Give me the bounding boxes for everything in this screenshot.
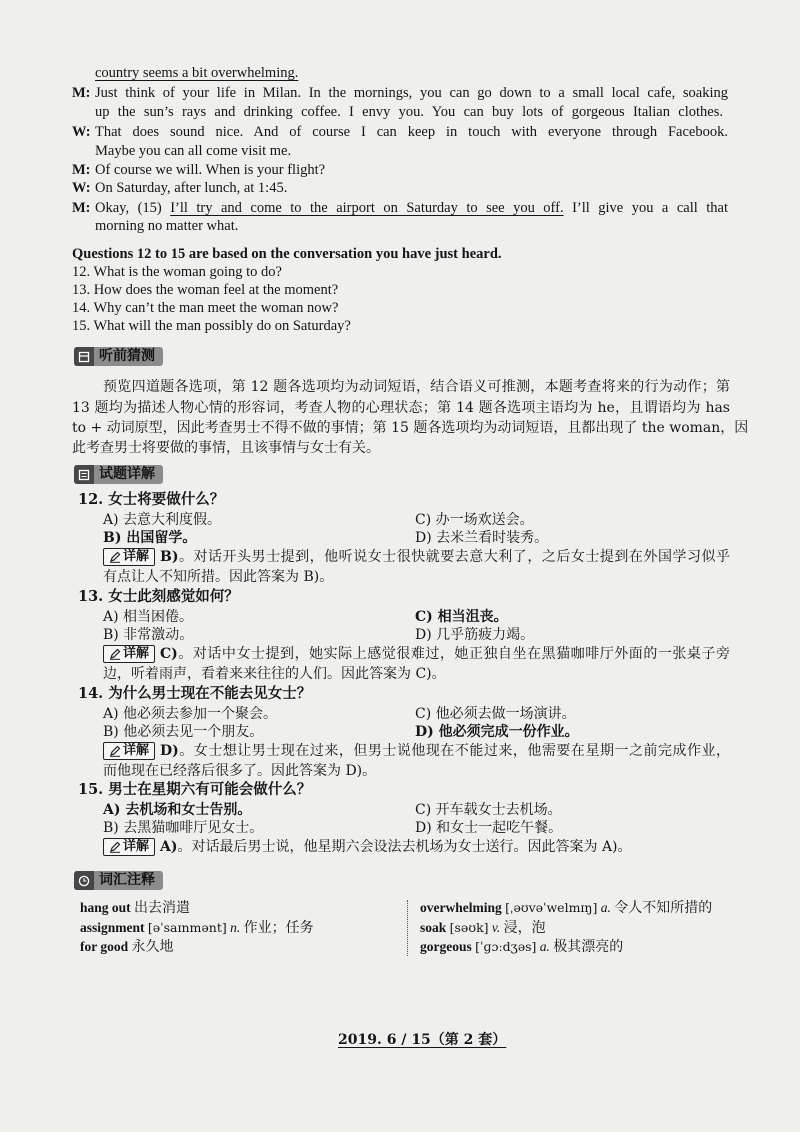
option-a: A) 相当困倦。 [103,609,194,625]
vocab-entry [80,899,190,917]
option-b: B) 非常激动。 [103,627,194,643]
option-c: C) 开车载女士去机场。 [415,802,562,818]
option-a: A) 去意大利度假。 [103,512,222,528]
questions-intro: Questions 12 to 15 are based on the conversation you have just heard. [72,246,502,262]
detail-line [160,742,730,760]
dialogue-line: Maybe you can all come visit me. [95,143,292,159]
detail-label-box [103,838,155,856]
vocab-pos: a. [600,900,611,915]
detail-line [160,838,632,856]
vocab-definition: 作业；任务 [243,920,314,936]
section-header-vocab [74,871,163,890]
option-d: D) 几乎筋疲力竭。 [415,627,535,643]
detail-answer: B) [160,549,179,565]
pencil-icon [109,648,121,660]
option-a: A) 去机场和女士告别。 [103,802,252,818]
explain-question-title: 14. 为什么男士现在不能去见女士？ [78,685,312,702]
vocab-column-divider [407,900,408,956]
vocab-definition: 浸，泡 [503,920,546,936]
dialogue-text: Okay, (15) [95,200,171,216]
vocab-term: soak [420,920,447,935]
detail-text: 。对话最后男士说，他星期六会设法去机场为女士送行。因此答案为 A)。 [177,839,632,855]
explain-question-title: 15. 男士在星期六有可能会做什么？ [78,781,312,798]
dialogue-line: country seems a bit overwhelming. [95,65,299,81]
vocab-definition: 令人不知所措的 [614,900,713,916]
vocab-definition: 出去消遣 [134,900,191,916]
speaker-label: M: [72,200,91,216]
dialogue-line: Of course we will. When is your flight? [95,162,326,178]
option-d: D) 他必须完成一份作业。 [415,724,579,740]
notebook-icon [74,347,94,366]
option-d: D) 去米兰看时装秀。 [415,530,549,546]
vocab-entry [420,938,623,956]
vocab-pos: v. [491,920,501,935]
explain-question-title: 12. 女士将要做什么？ [78,491,225,508]
dialogue-line [95,199,728,217]
detail-label: 详解 [122,743,149,758]
pencil-icon [109,551,121,563]
vocab-entry [420,899,712,917]
vocab-term: hang out [80,900,131,915]
option-b: B) 他必须去见一个朋友。 [103,724,264,740]
section-title: 词汇注释 [99,872,155,888]
clock-icon [74,871,94,890]
vocab-term: assignment [80,920,145,935]
dialogue-line: That does sound nice. And of course I can keep in touch with everyone through Facebook. [95,124,728,140]
page-footer-date: 2019. 6 / 15（第 2 套） [338,1032,507,1048]
option-c: C) 办一场欢送会。 [415,512,534,528]
detail-line: 有点让人不知所措。因此答案为 B)。 [103,569,334,585]
explain-question-title: 13. 女士此刻感觉如何？ [78,588,239,605]
vocab-definition: 极其漂亮的 [553,939,624,955]
speaker-label: M: [72,85,91,101]
question-item: 14. Why can’t the man meet the woman now? [72,300,339,316]
detail-label-box [103,548,155,566]
paragraph-line: 预览四道题各选项，第 12 题各选项均为动词短语，结合语义可推测，本题考查将来的行为动作；第 [103,379,730,395]
vocab-phonetic: [ˌəʊvəˈwelmɪŋ] [505,900,598,915]
speaker-label: W: [72,124,91,140]
detail-text: 。对话中女士提到，她实际上感觉很难过，她正独自坐在黑猫咖啡厅外面的一张桌子旁 [177,646,730,662]
pencil-icon [109,841,121,853]
dialogue-line: up the sun’s rays and drinking coffee. I envy you. You can buy lots of gorgeous Italian clothes. [95,104,723,120]
vocab-pos: n. [230,920,241,935]
speaker-label: M: [72,162,91,178]
option-b: B) 出国留学。 [103,530,197,546]
detail-label: 详解 [122,646,149,661]
vocab-phonetic: [səʊk] [449,920,489,935]
question-item: 15. What will the man possibly do on Saturday? [72,318,351,334]
section-header-explain [74,465,163,484]
section-header-prelisten [74,347,163,366]
section-title: 试题详解 [99,466,155,482]
detail-line [160,645,730,663]
option-d: D) 和女士一起吃午餐。 [415,820,563,836]
detail-label-box [103,645,155,663]
vocab-entry [420,919,546,937]
dialogue-line: morning no matter what. [95,218,239,234]
detail-answer: D) [160,743,179,759]
dialogue-line: Just think of your life in Milan. In the mornings, you can go down to a small local cafe, soaking [95,85,728,101]
list-icon [74,465,94,484]
underlined-answer-text: I’ll try and come to the airport on Saturday to see you off. [170,200,564,216]
vocab-entry [80,919,314,937]
option-a: A) 他必须去参加一个聚会。 [103,706,278,722]
detail-text: 。对话开头男士提到，他听说女士很快就要去意大利了，之后女士提到在外国学习似乎 [178,549,730,565]
detail-line: 而他现在已经落后很多了。因此答案为 D)。 [103,763,377,779]
detail-text: 。女士想让男士现在过来，但男士说他现在不能过来，他需要在星期一之前完成作业， [178,743,730,759]
dialogue-text: I’ll give you a call that [563,200,728,216]
speaker-label: W: [72,180,91,196]
question-item: 13. How does the woman feel at the moment? [72,282,339,298]
detail-label-box [103,742,155,760]
section-title: 听前猜测 [99,348,155,364]
vocab-definition: 永久地 [131,939,174,955]
detail-answer: C) [160,646,178,662]
vocab-term: for good [80,939,129,954]
paragraph-line: 13 题均为描述人物心情的形容词，考查人物的心理状态；第 14 题各选项主语均为 he，且谓语均为 has [72,400,730,416]
option-c: C) 他必须去做一场演讲。 [415,706,576,722]
option-b: B) 去黑猫咖啡厅见女士。 [103,820,264,836]
dialogue-line: On Saturday, after lunch, at 1:45. [95,180,288,196]
vocab-phonetic: [ˈɡɔːdʒəs] [475,939,537,954]
detail-answer: A) [160,839,178,855]
pencil-icon [109,745,121,757]
question-item: 12. What is the woman going to do? [72,264,282,280]
vocab-pos: a. [539,939,550,954]
vocab-term: gorgeous [420,939,472,954]
detail-line: 边，听着雨声，看着来来往往的人们。因此答案为 C)。 [103,666,446,682]
detail-line [160,548,730,566]
paragraph-line: to + 动词原型，因此考查男士不得不做的事情；第 15 题各选项均为动词短语，且都出现了 the woman，因 [72,420,749,436]
option-c: C) 相当沮丧。 [415,609,508,625]
vocab-term: overwhelming [420,900,502,915]
detail-label: 详解 [122,839,149,854]
detail-label: 详解 [122,549,149,564]
paragraph-line: 此考查男士将要做的事情，且该事情与女士有关。 [72,440,380,456]
vocab-phonetic: [əˈsaɪnmənt] [147,920,227,935]
vocab-entry [80,938,174,956]
